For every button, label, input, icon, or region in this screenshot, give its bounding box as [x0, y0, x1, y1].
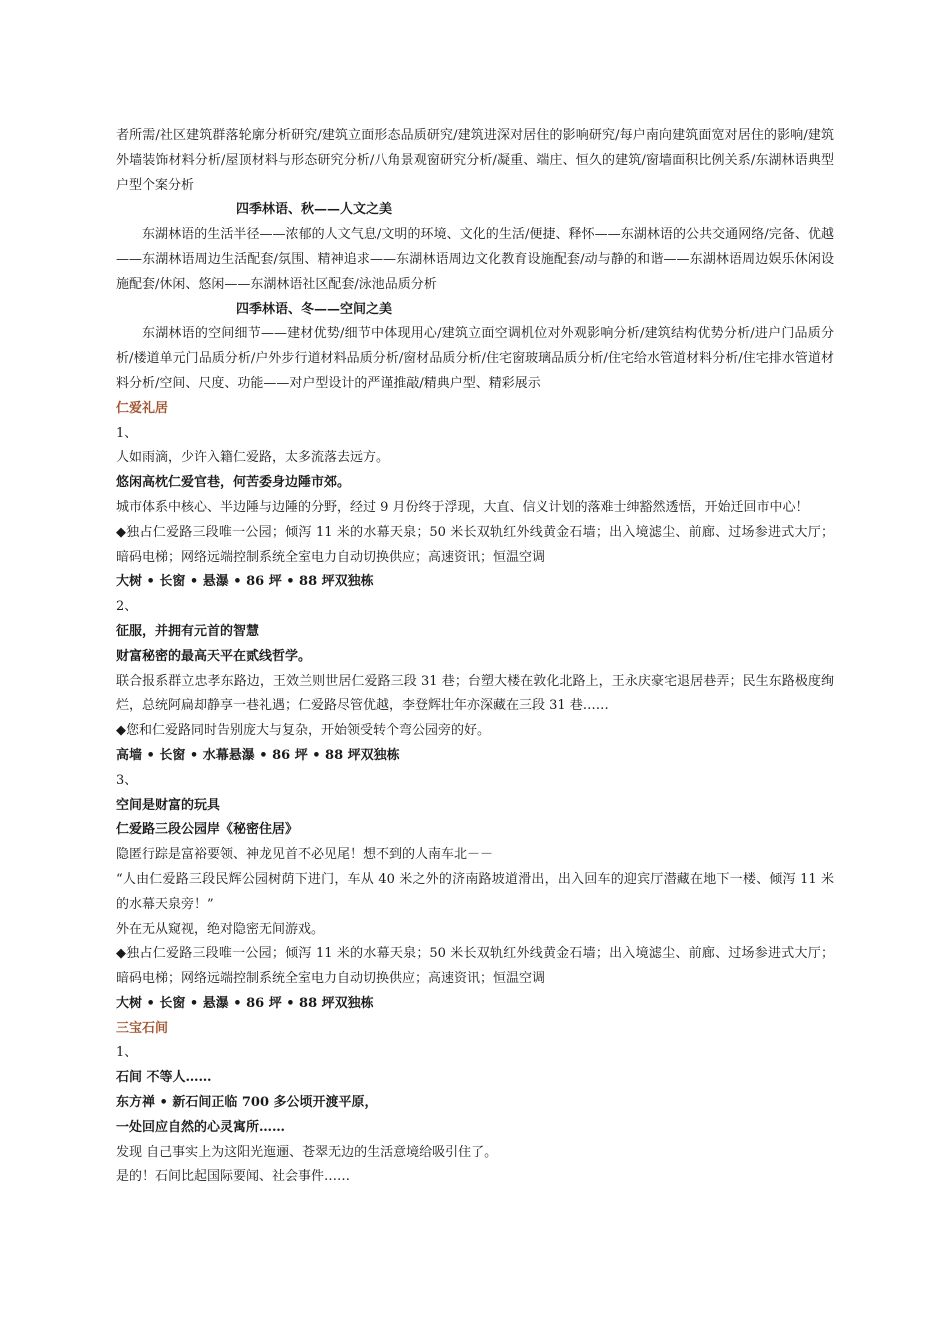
- tagline: 大树 • 长窗 • 悬瀑 • 86 坪 • 88 坪双独栋: [116, 995, 374, 1011]
- text-line: ◆您和仁爱路同时告别庞大与复杂，开始领受转个弯公园旁的好。: [116, 723, 490, 739]
- text-line: 联合报系群立忠孝东路边，王效兰则世居仁爱路三段 31 巷；台塑大楼在敦化北路上，王永庆豪宅退居巷弄；民生东路极度绚烂，总统阿扁却静享一巷礼遇；仁爱路尽管优越，李登辉壮年亦深藏在三段 31 巷……: [116, 673, 834, 714]
- headline: 悠闲高枕仁爱官巷，何苦委身边陲市郊。: [116, 475, 351, 491]
- item-number: 1、: [116, 425, 138, 441]
- quote-line: “人由仁爱路三段民辉公园树荫下进门，车从 40 米之外的济南路坡道滑出，出入回车的迎宾厅潜藏在地下一楼、倾泻 11 米的水幕天泉旁！”: [116, 871, 834, 912]
- item-number: 2、: [116, 599, 138, 615]
- headline: 一处回应自然的心灵寓所……: [116, 1119, 286, 1135]
- item-number: 3、: [116, 772, 138, 788]
- text-line: 城市体系中核心、半边陲与边陲的分野，经过 9 月份终于浮现，大直、信义计划的落难士绅豁然透悟，开始迁回市中心！: [116, 499, 809, 515]
- title-winter: 四季林语、冬——空间之美: [236, 301, 393, 317]
- item-number: 1、: [116, 1045, 138, 1061]
- paragraph-architecture-analysis: 者所需/社区建筑群落轮廓分析研究/建筑立面形态品质研究/建筑进深对居住的影响研究/每户南向建筑面宽对居住的影响/建筑外墙装饰材料分析/屋顶材料与形态研究分析/八角景观窗研究分析/凝重、端庄、恒久的建筑/窗墙面积比例关系/东湖林语典型户型个案分析: [116, 128, 834, 193]
- text-line: 外在无从窥视，绝对隐密无间游戏。: [116, 921, 325, 937]
- section-heading-renai: 仁爱礼居: [116, 400, 169, 416]
- paragraph-autumn: 东湖林语的生活半径——浓郁的人文气息/文明的环境、文化的生活/便捷、释怀——东湖林语的公共交通网络/完备、优越——东湖林语周边生活配套/氛围、精神追求——东湖林语周边文化教育设施配套/动与静的和谐——东湖林语周边娱乐休闲设施配套/休闲、悠闲——东湖林语社区配套/泳池品质分析: [116, 227, 834, 292]
- section-heading-sanbao: 三宝石间: [116, 1020, 169, 1036]
- title-autumn: 四季林语、秋——人文之美: [236, 202, 393, 218]
- headline: 东方禅 • 新石间正临 700 多公顷开渡平原，: [116, 1095, 378, 1111]
- tagline: 高墙 • 长窗 • 水幕悬瀑 • 86 坪 • 88 坪双独栋: [116, 747, 400, 763]
- text-line: 是的！石间比起国际要闻、社会事件……: [116, 1169, 351, 1185]
- text-line: 隐匿行踪是富裕要领、神龙见首不必见尾！想不到的人南车北－－: [116, 847, 494, 863]
- feature-list: ◆独占仁爱路三段唯一公园；倾泻 11 米的水幕天泉；50 米长双轨红外线黄金石墙；出入境滤尘、前廊、过场参进式大厅；暗码电梯；网络远端控制系统全室电力自动切换供应；高速资讯；恒温空调: [116, 524, 834, 565]
- headline: 空间是财富的玩具: [116, 797, 221, 813]
- tagline: 大树 • 长窗 • 悬瀑 • 86 坪 • 88 坪双独栋: [116, 574, 374, 590]
- headline: 石间 不等人……: [116, 1070, 212, 1086]
- headline: 征服，并拥有元首的智慧: [116, 623, 260, 639]
- headline: 财富秘密的最高天平在贰线哲学。: [116, 648, 312, 664]
- feature-list: ◆独占仁爱路三段唯一公园；倾泻 11 米的水幕天泉；50 米长双轨红外线黄金石墙；出入境滤尘、前廊、过场参进式大厅；暗码电梯；网络远端控制系统全室电力自动切换供应；高速资讯；恒温空调: [116, 946, 834, 987]
- paragraph-winter: 东湖林语的空间细节——建材优势/细节中体现用心/建筑立面空调机位对外观影响分析/建筑结构优势分析/进户门品质分析/楼道单元门品质分析/户外步行道材料品质分析/窗材品质分析/住宅窗玻璃品质分析/住宅给水管道材料分析/住宅排水管道材料分析/空间、尺度、功能——对户型设计的严谨推敲/精典户型、精彩展示: [116, 326, 834, 391]
- headline: 仁爱路三段公园岸《秘密住居》: [116, 822, 299, 838]
- text-line: 人如雨滴，少许入籍仁爱路，太多流落去远方。: [116, 450, 390, 466]
- text-line: 发现 自己事实上为这阳光迤逦、苍翠无边的生活意境给吸引住了。: [116, 1144, 498, 1160]
- document-page: [116, 124, 834, 1190]
